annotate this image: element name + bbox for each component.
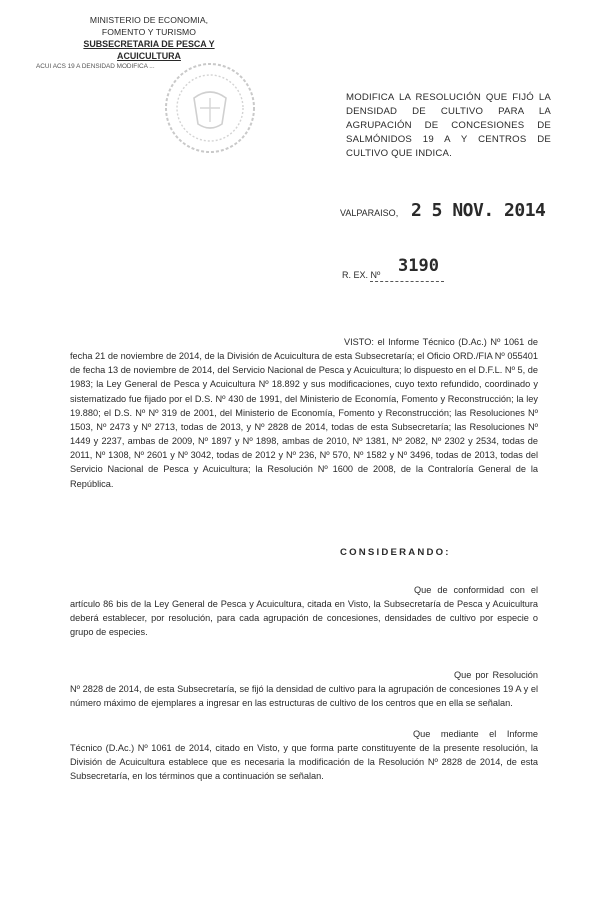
letterhead-ministry-2: FOMENTO Y TURISMO (101, 27, 197, 37)
visto-paragraph: VISTO: el Informe Técnico (D.Ac.) Nº 1061 de fecha 21 de noviembre de 2014, de la División de Acuicultura de esta Subsecretaría; el Oficio ORD./FIA Nº 055401 de fecha 13 de noviembre de 2014, del Servicio Nacional de Pesca y Acuicultura; lo dispuesto en el D.F.L. Nº 5, de 1983; la Ley General de Pesca y Acuicultura Nº 18.892 y sus modificaciones, cuyo texto refundido, coordinado y sistematizado fue fijado por el D.S. Nº 430 de 1991, del Ministerio de Economía, Fomento y Reconstrucción; la ley 19.880; el D.S. Nº Nº 319 de 2001, del Ministerio de Economía, Fomento y Reconstrucción; las Resoluciones Nº 1503, Nº 2473 y Nº 2713, todas de 2013, y Nº 2828 de 2014, todas de esta Subsecretaría; las Resoluciones Nº 1449 y 2237, ambas de 2009, Nº 1897 y Nº 1898, ambas de 2010, Nº 1381, Nº 2082, Nº 2302 y 2534, todas de 2011, Nº 1308, Nº 2601 y Nº 3042, todas de 2012 y Nº 236, Nº 570, Nº 1582 y Nº 3496, todas de 2013, todas del Servicio Nacional de Pesca y Acuicultura; la Resolución Nº 1600 de 2008, de la Contraloría General de la República. (70, 337, 538, 489)
resolution-subject: MODIFICA LA RESOLUCIÓN QUE FIJÓ LA DENSIDAD DE CULTIVO PARA LA AGRUPACIÓN DE CONCESIONES DE SALMÓNIDOS 19 A Y CENTROS DE CULTIVO QUE INDICA. (346, 92, 551, 159)
official-seal-icon (160, 58, 260, 158)
resolution-number-line (370, 281, 444, 282)
considerando-heading: CONSIDERANDO: (340, 547, 451, 558)
document-reference: ACUI ACS 19 A DENSIDAD MODIFICA ... (36, 63, 155, 70)
considerando-paragraph-1: Que de conformidad con el artículo 86 bis de la Ley General de Pesca y Acuicultura, citada en Visto, la Subsecretaría de Pesca y Acuicultura deberá establecer, por resolución, para cada agrupación de concesiones, densidades de cultivo por especie o grupo de especies. (70, 585, 538, 638)
considerando-paragraph-2: Que por Resolución Nº 2828 de 2014, de esta Subsecretaría, se fijó la densidad de cultivo para la agrupación de concesiones 19 A y el número máximo de ejemplares a ingresar en las estructuras de cultivo de los centros que en ella se señalan. (70, 670, 538, 709)
resolution-number: 3190 (398, 256, 439, 276)
considerando-paragraph-3: Que mediante el Informe Técnico (D.Ac.) Nº 1061 de 2014, citado en Visto, y que forma parte constituyente de la presente resolución, la División de Acuicultura establece que es necesaria la modificación de la Resolución Nº 2828 de 2014, de esta Subsecretaría, en los términos que a continuación se señalan. (70, 729, 538, 782)
place-label: VALPARAISO, (340, 208, 399, 218)
letterhead-ministry: MINISTERIO DE ECONOMIA, (89, 15, 209, 25)
resolution-number-label: R. EX. Nº (342, 270, 381, 280)
letterhead-subsecretaria: SUBSECRETARIA DE PESCA Y ACUICULTURA (83, 39, 215, 61)
date-stamp: 2 5 NOV. 2014 (411, 200, 546, 221)
